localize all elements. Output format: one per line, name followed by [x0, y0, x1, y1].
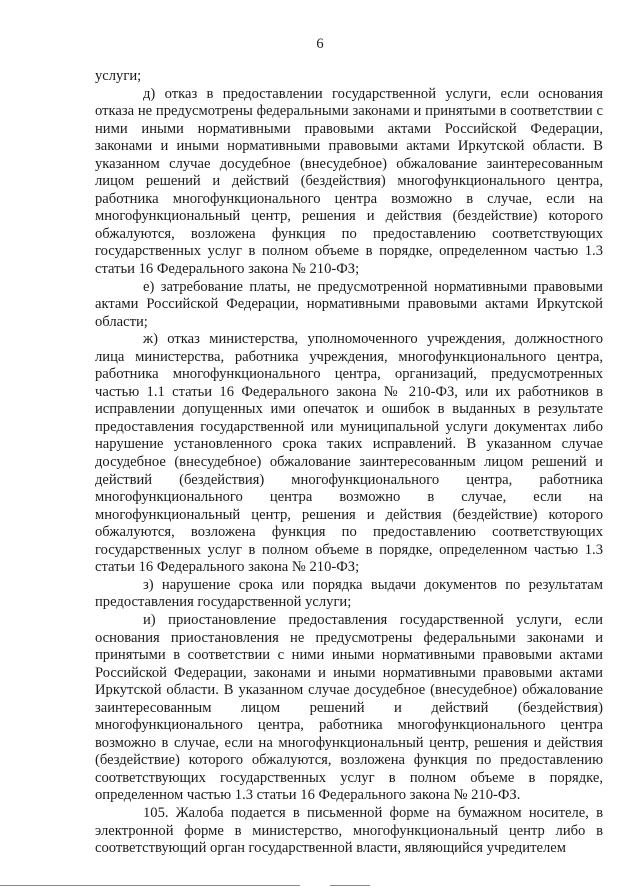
paragraph-item-e: е) затребование платы, не предусмотренной нормативными правовыми актами Российской Федерации, нормативными правовыми актами Иркутской области;	[95, 278, 603, 330]
scan-edge-line	[330, 885, 370, 886]
paragraph-item-d: д) отказ в предоставлении государственной услуги, если основания отказа не предусмотрены федеральными законами и принятыми в соответствии с ними иными нормативными правовыми актами Российской Федерации, законами и иными нормативными правовыми актами Иркутской области. В указанном случае досудебное (внесудебное) обжалование заинтересованным лицом решений и действий (бездействия) многофункционального центра, работника многофункционального центра возможно в случае, если на многофункциональный центр, решения и действия (бездействие) которого обжалуются, возложена функция по предоставлению соответствующих государственных услуг в полном объеме в порядке, определенном частью 1.3 статьи 16 Федерального закона № 210-ФЗ;	[95, 85, 603, 278]
document-body	[95, 68, 603, 858]
paragraph-item-zh: ж) отказ министерства, уполномоченного учреждения, должностного лица министерства, работника учреждения, многофункционального центра, работника многофункционального центра, организаций, предусмотренных частью 1.1 статьи 16 Федерального закона № 210-ФЗ, или их работников в исправлении допущенных ими опечаток и ошибок в выданных в результате предоставления государственной или муниципальной услуги документах либо нарушение установленного срока таких исправлений. В указанном случае досудебное (внесудебное) обжалование заинтересованным лицом решений и действий (бездействия) многофункционального центра, работника многофункционального центра возможно в случае, если на многофункциональный центр, решения и действия (бездействие) которого обжалуются, возложена функция по предоставлению соответствующих государственных услуг в полном объеме в порядке, определенном частью 1.3 статьи 16 Федерального закона № 210-ФЗ;	[95, 331, 603, 576]
paragraph-105: 105. Жалоба подается в письменной форме на бумажном носителе, в электронной форме в министерство, многофункциональный центр либо в соответствующий орган государственной власти, являющийся учредителем	[95, 804, 603, 857]
page-number: 6	[316, 36, 324, 52]
paragraph-item-i: и) приостановление предоставления государственной услуги, если основания приостановления не предусмотрены федеральными законами и принятыми в соответствии с ними иными нормативными правовыми актами Российской Федерации, законами и иными нормативными правовыми актами Иркутской области. В указанном случае досудебное (внесудебное) обжалование заинтересованным лицом решений и действий (бездействия) многофункционального центра, работника многофункционального центра возможно в случае, если на многофункциональный центр, решения и действия (бездействие) которого обжалуются, возложена функция по предоставлению соответствующих государственных услуг в полном объеме в порядке, определенном частью 1.3 статьи 16 Федерального закона № 210-ФЗ.	[95, 611, 603, 804]
paragraph-item-z: з) нарушение срока или порядка выдачи документов по результатам предоставления государственной услуги;	[95, 576, 603, 611]
paragraph-continuation: услуги;	[95, 68, 142, 84]
scan-edge-line	[0, 885, 300, 886]
